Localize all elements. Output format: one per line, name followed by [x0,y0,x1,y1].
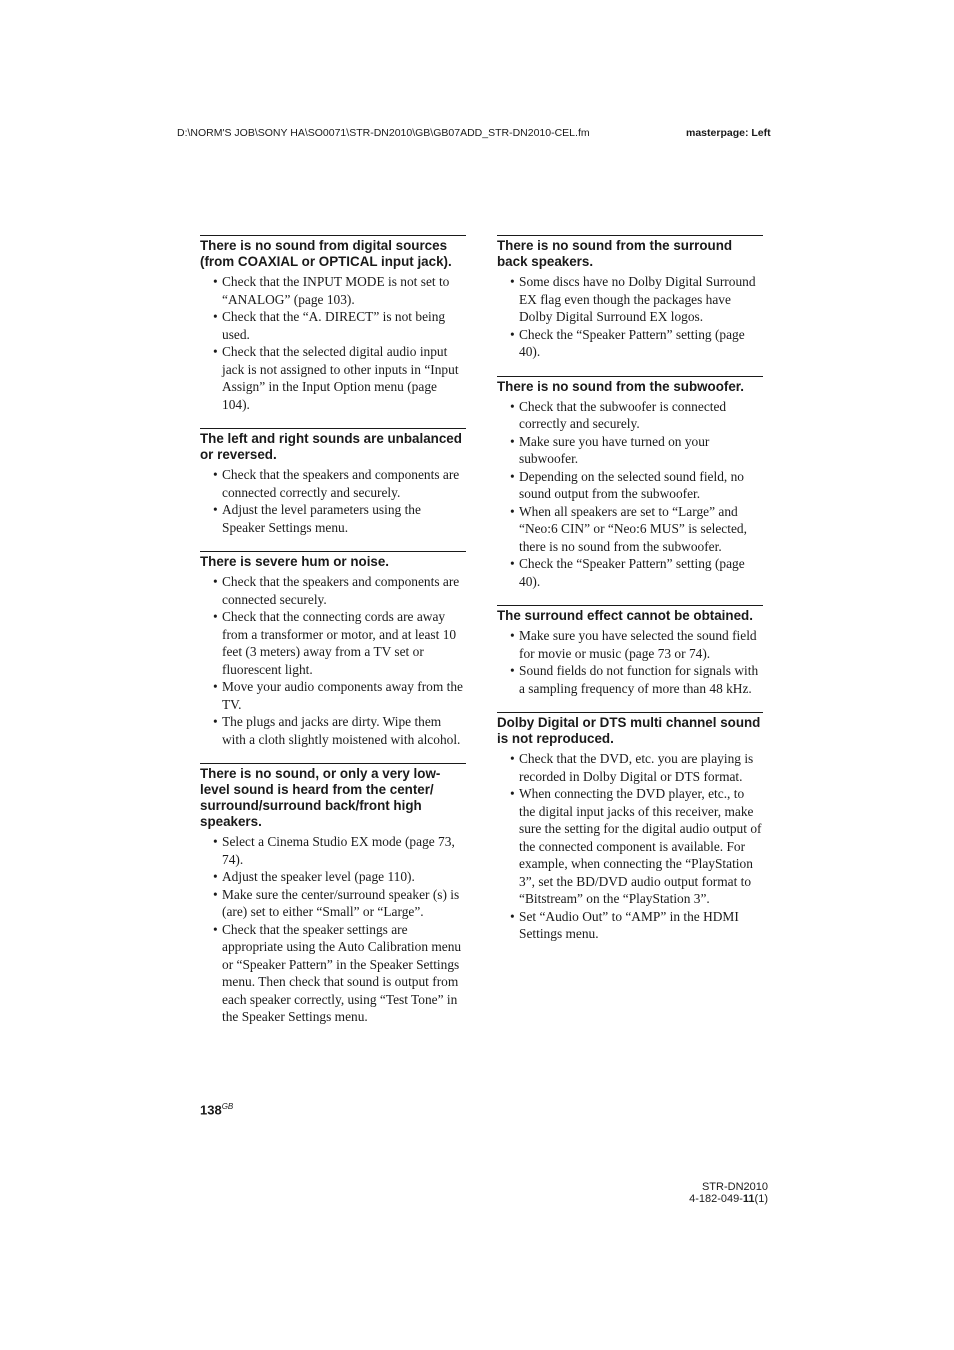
section-surround-effect [497,605,763,697]
document-code-suffix: (1) [754,1193,768,1205]
list-item: • When connecting the DVD player, etc., to the digital input jacks of this receiver, make sure the setting for the digital audio output of the connected component is available. For example, when connecting the “PlayStation 3”, set the BD/DVD audio output format to “Bitstream” on the “PlayStation 3”. [497,785,763,908]
section-hum-noise [200,551,466,748]
list-item: • Make sure the center/surround speaker (s) is (are) set to either “Small” or “Large”. [200,886,466,921]
list-item: • Depending on the selected sound field, no sound output from the subwoofer. [497,468,763,503]
section-unbalanced [200,428,466,536]
list-item: • When all speakers are set to “Large” and “Neo:6 CIN” or “Neo:6 MUS” is selected, there is no sound from the subwoofer. [497,503,763,556]
list-item: • Make sure you have selected the sound field for movie or music (page 73 or 74). [497,627,763,662]
document-code [689,1193,768,1205]
list-item: • Sound fields do not function for signals with a sampling frequency of more than 48 kHz. [497,662,763,697]
list-item: • Check that the connecting cords are away from a transformer or motor, and at least 10 feet (3 meters) away from a TV set or fluorescent light. [200,608,466,678]
page-number-suffix: GB [221,1102,234,1111]
section-title: There is severe hum or noise. [200,554,390,569]
list-item: • Check that the speakers and components are connected securely. [200,573,466,608]
model-number: STR-DN2010 [701,1181,768,1193]
section-title: There is no sound from digital sources (from COAXIAL or OPTICAL input jack). [200,238,452,269]
list-item: • Check the “Speaker Pattern” setting (page 40). [497,326,763,361]
document-code-prefix: 4-182-049- [689,1193,743,1205]
masterpage-label: masterpage: Left [686,127,771,139]
list-item: • The plugs and jacks are dirty. Wipe them with a cloth slightly moistened with alcohol. [200,713,466,748]
list-item: • Check the “Speaker Pattern” setting (page 40). [497,555,763,590]
section-title: Dolby Digital or DTS multi channel sound is not reproduced. [497,715,761,746]
list-item: • Check that the subwoofer is connected correctly and securely. [497,398,763,433]
section-surround-back [497,235,763,361]
list-item: • Check that the selected digital audio input jack is not assigned to other inputs in “Input Assign” in the Input Option menu (page 104). [200,343,466,413]
section-title: There is no sound from the surround back speakers. [497,238,733,269]
left-column [200,235,466,1041]
list-item: • Check that the speakers and components are connected correctly and securely. [200,466,466,501]
page-number [200,1102,233,1117]
list-item: • Check that the “A. DIRECT” is not being used. [200,308,466,343]
right-column [497,235,763,958]
list-item: • Adjust the level parameters using the Speaker Settings menu. [200,501,466,536]
section-low-level-sound [200,763,466,1026]
list-item: • Set “Audio Out” to “AMP” in the HDMI Settings menu. [497,908,763,943]
list-item: • Check that the speaker settings are appropriate using the Auto Calibration menu or “Speaker Pattern” in the Speaker Settings menu. Then check that sound is output from each speaker correctly, using “Test Tone” in the Speaker Settings menu. [200,921,466,1026]
section-title: There is no sound, or only a very low-level sound is heard from the center/ surround/surround back/front high speakers. [200,766,441,829]
list-item: • Select a Cinema Studio EX mode (page 73, 74). [200,833,466,868]
section-title: The surround effect cannot be obtained. [497,608,753,623]
list-item: • Some discs have no Dolby Digital Surround EX flag even though the packages have Dolby Digital Surround EX logos. [497,273,763,326]
section-title: There is no sound from the subwoofer. [497,378,745,394]
document-code-bold: 11 [742,1193,755,1205]
section-title: The left and right sounds are unbalanced or reversed. [200,431,462,462]
list-item: • Make sure you have turned on your subwoofer. [497,433,763,468]
section-digital-sources [200,235,466,413]
list-item: • Adjust the speaker level (page 110). [200,868,466,886]
list-item: • Check that the INPUT MODE is not set to “ANALOG” (page 103). [200,273,466,308]
section-subwoofer [497,376,763,591]
list-item: • Move your audio components away from the TV. [200,678,466,713]
list-item: • Check that the DVD, etc. you are playing is recorded in Dolby Digital or DTS format. [497,750,763,785]
file-path: D:\NORM'S JOB\SONY HA\SO0071\STR-DN2010\GB\GB07ADD_STR-DN2010-CEL.fm [177,127,590,139]
page-number-value: 138 [200,1102,222,1118]
section-dolby-dts [497,712,763,943]
